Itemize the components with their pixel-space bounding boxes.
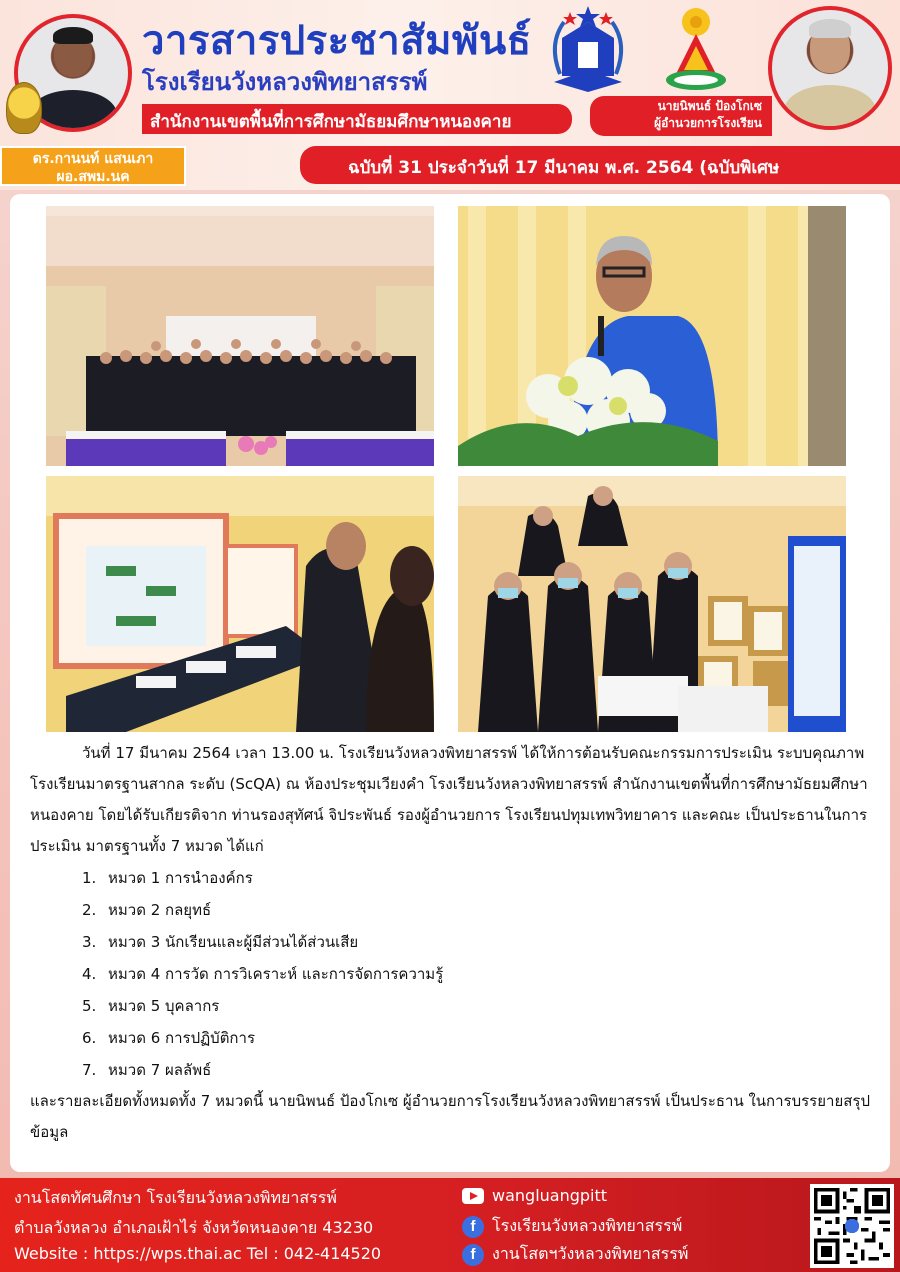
footer-department: งานโสตทัศนศึกษา โรงเรียนวังหลวงพิทยาสรรพ์ [14,1188,337,1207]
facebook-page-school: โรงเรียนวังหลวงพิทยาสรรพ์ [492,1216,683,1235]
office-emblem-icon [660,4,732,96]
youtube-handle: wangluangpitt [492,1186,608,1205]
youtube-icon [462,1188,484,1204]
office-name: สำนักงานเขตพื้นที่การศึกษามัธยมศึกษาหนองคาย [142,104,572,134]
list-item: 4. หมวด 4 การวัด การวิเคราะห์ และการจัดการความรู้ [82,965,444,983]
facebook-link-school[interactable] [462,1214,682,1239]
youtube-link[interactable] [462,1186,607,1205]
facebook-icon: f [462,1244,484,1266]
list-item: 5. หมวด 5 บุคลากร [82,997,220,1015]
facebook-page-av: งานโสตฯวังหลวงพิทยาสรรพ์ [492,1244,689,1263]
footer-address: ตำบลวังหลวง อำเภอเฝ้าไร่ จังหวัดหนองคาย 43230 [14,1218,374,1237]
school-crest-icon [540,4,636,100]
ministry-seal-icon [6,82,42,134]
article-closing: และรายละเอียดทั้งหมดทั้ง 7 หมวดนี้ นายนิพนธ์ ป้องโกเซ ผู้อำนวยการโรงเรียนวังหลวงพิทยาสรรพ์ เป็นประธาน ในการบรรยายสรุปข้อมูล [30,1092,870,1141]
portrait-director [768,6,892,130]
facebook-icon: f [462,1216,484,1238]
photo-students [458,476,846,732]
masthead [0,0,900,190]
supervisor-badge [0,146,186,186]
supervisor-name: ดร.กานนท์ แสนเภา [32,151,154,167]
category-list [30,862,870,1086]
list-item: 1. หมวด 1 การนำองค์กร [82,869,253,887]
footer [0,1178,900,1272]
photo-speaker [458,206,846,466]
director-role: ผู้อำนวยการโรงเรียน [654,116,762,130]
director-caption [590,96,772,136]
list-item: 2. หมวด 2 กลยุทธ์ [82,901,212,919]
article-body [30,738,870,1148]
director-name: นายนิพนธ์ ป้องโกเซ [657,99,762,113]
list-item: 6. หมวด 6 การปฏิบัติการ [82,1029,255,1047]
journal-title: วารสารประชาสัมพันธ์ [142,18,532,64]
qr-code[interactable] [810,1184,894,1268]
photo-group [46,206,434,466]
facebook-link-av[interactable] [462,1242,688,1267]
school-name: โรงเรียนวังหลวงพิทยาสรรพ์ [142,68,428,96]
article-card [10,194,890,1172]
supervisor-role: ผอ.สพม.นค [56,169,130,185]
article-paragraph: วันที่ 17 มีนาคม 2564 เวลา 13.00 น. โรงเรียนวังหลวงพิทยาสรรพ์ ได้ให้การต้อนรับคณะกรรมการประเมิน ระบบคุณภาพโรงเรียนมาตรฐานสากล ระดับ (ScQA) ณ ห้องประชุมเวียงคำ โรงเรียนวังหลวงพิทยาสรรพ์ สำนักงานเขตพื้นที่การศึกษามัธยมศึกษาหนองคาย โดยได้รับเกียรติจาก ท่านรองสุทัศน์ จิประพันธ์ รองผู้อำนวยการ โรงเรียนปทุมเทพวิทยาคาร และคณะ เป็นประธานในการประเมิน มาตรฐานทั้ง 7 หมวด ได้แก่ [30,744,868,855]
list-item: 3. หมวด 3 นักเรียนและผู้มีส่วนได้ส่วนเสีย [82,933,359,951]
issue-banner: ฉบับที่ 31 ประจำวันที่ 17 มีนาคม พ.ศ. 2564 (ฉบับพิเศษ [300,146,900,184]
list-item: 7. หมวด 7 ผลลัพธ์ [82,1061,212,1079]
photo-exhibit [46,476,434,732]
footer-contact[interactable]: Website : https://wps.thai.ac Tel : 042-414520 [14,1244,382,1263]
